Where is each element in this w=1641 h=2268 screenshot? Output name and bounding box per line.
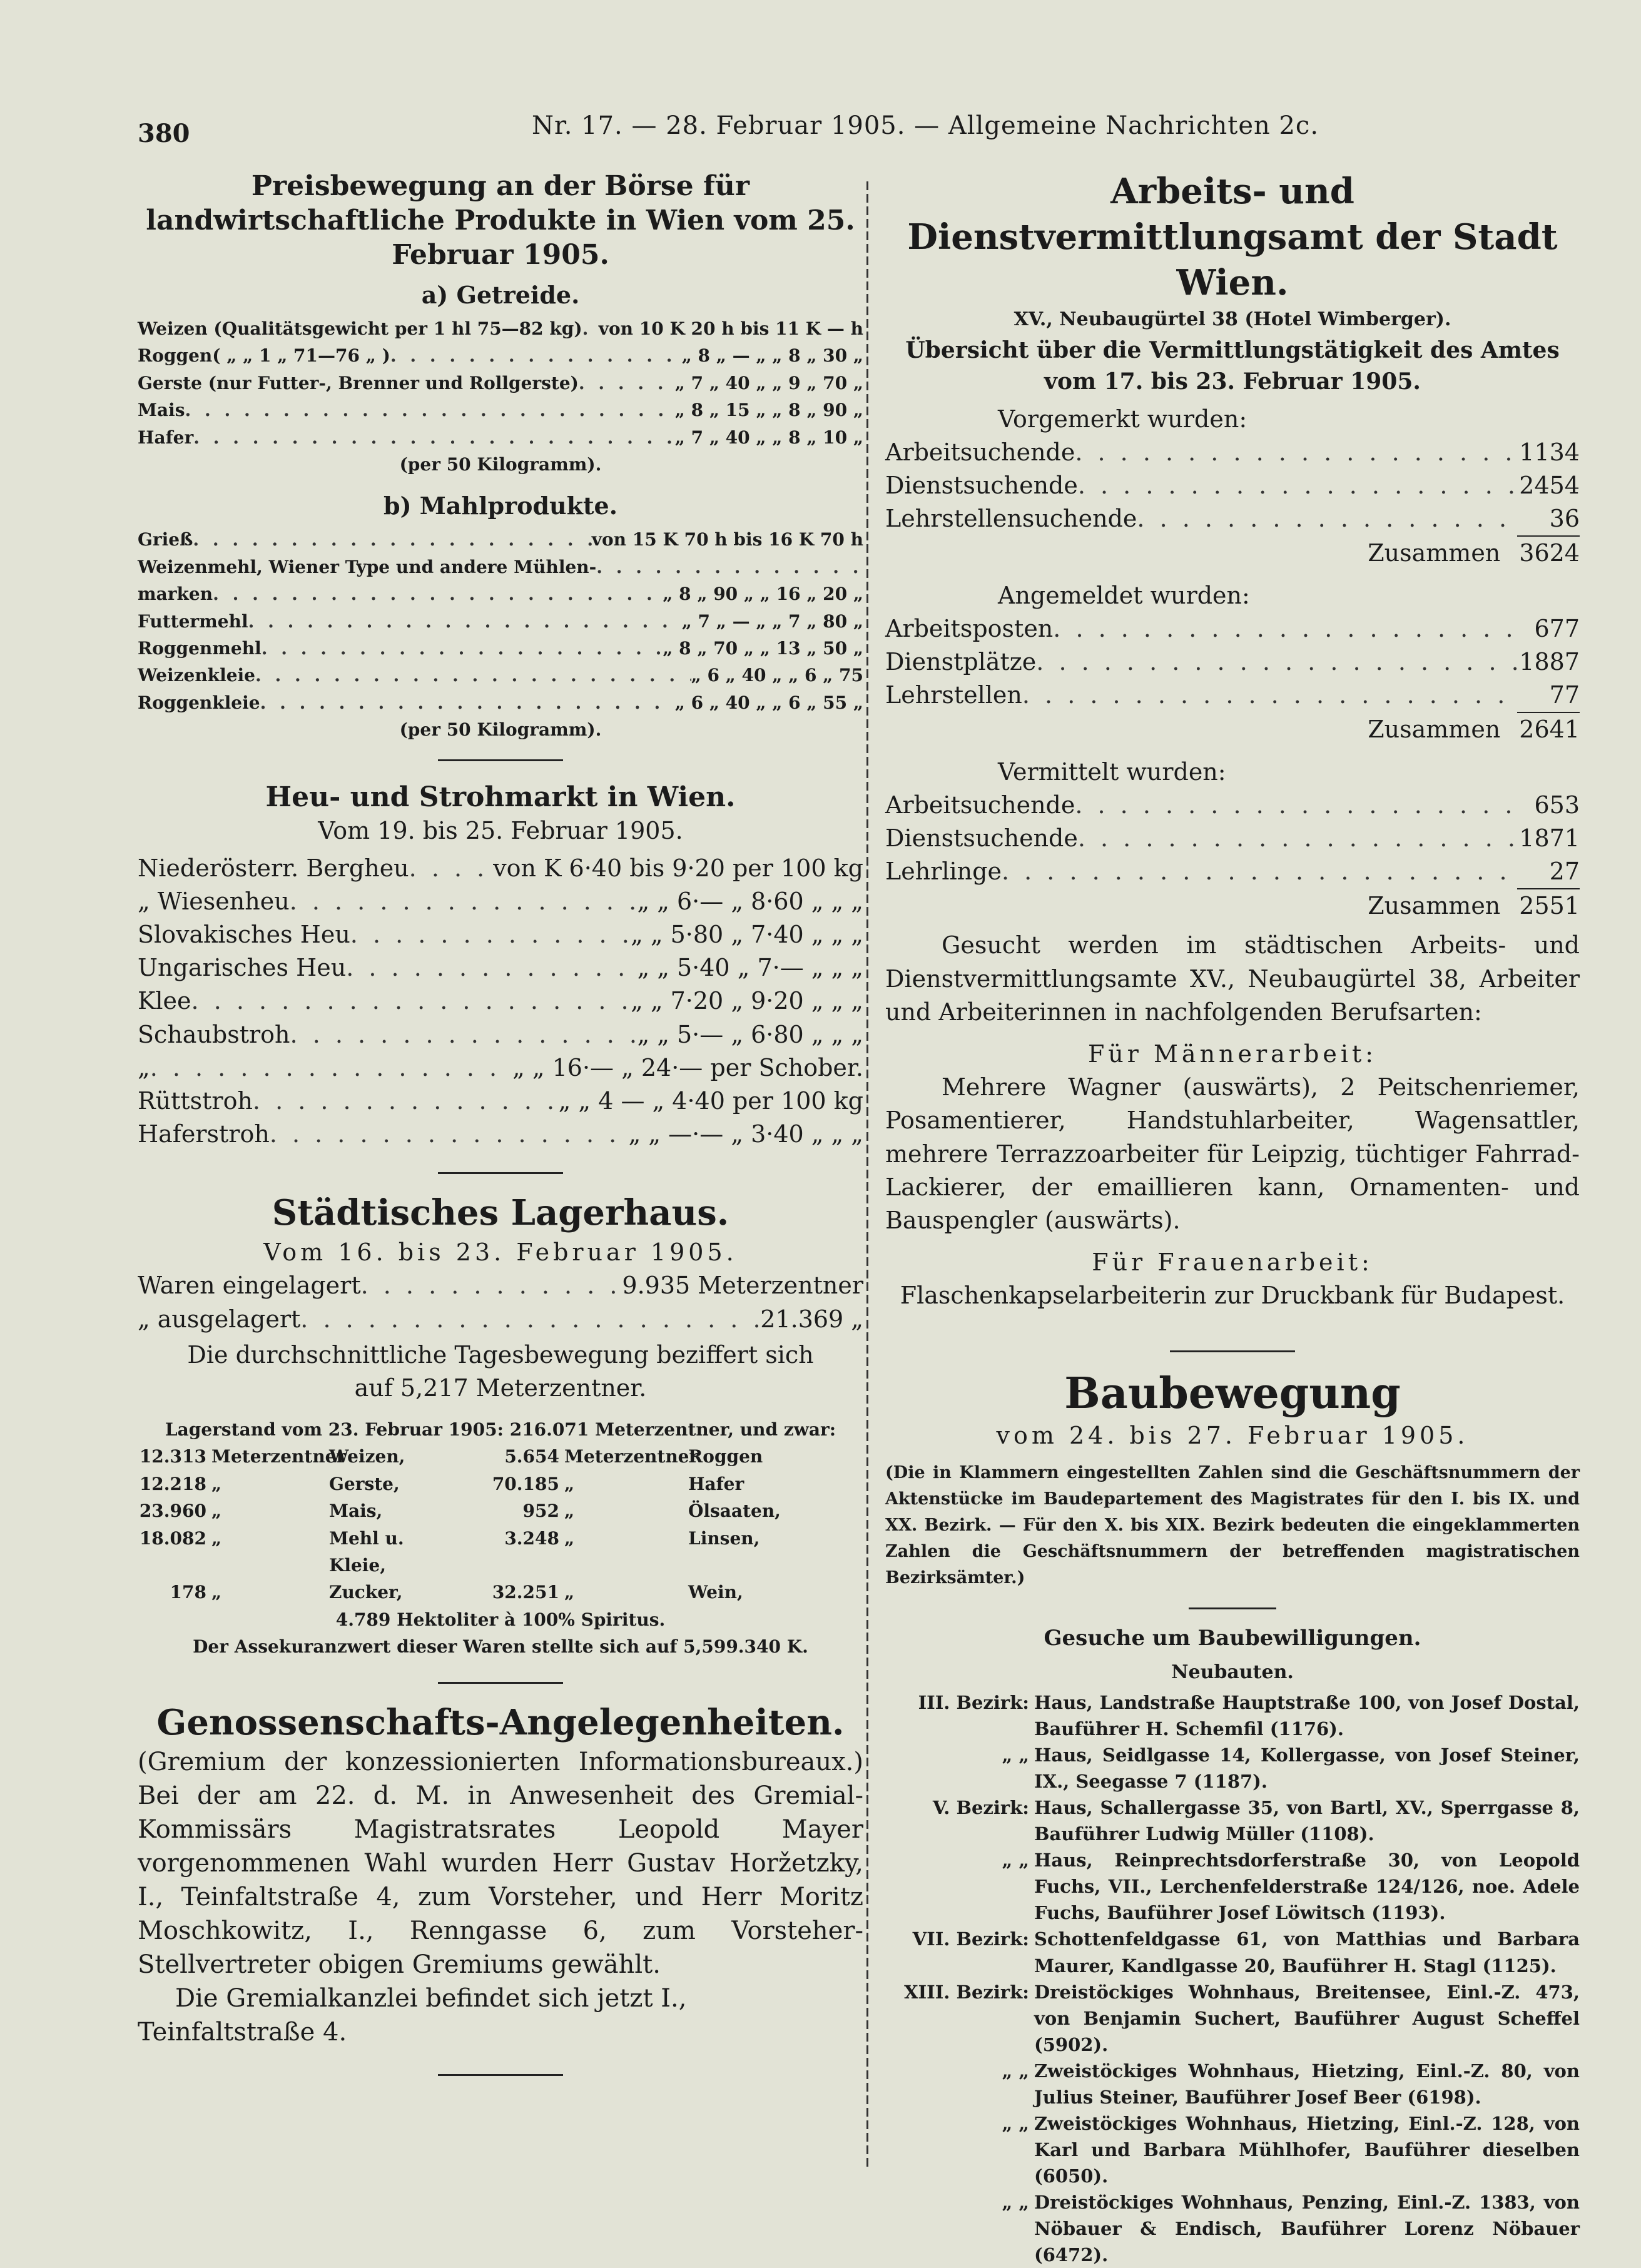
lagerhaus-section (138, 1190, 863, 1660)
leader-dots (1075, 789, 1517, 822)
amt-address: XV., Neubaugürtel 38 (Hotel Wimberger). (1014, 308, 1451, 331)
table-cell: 5.654 (504, 1446, 559, 1467)
entry-district: VII. Bezirk: (912, 1928, 1029, 1950)
entry-text: Dreistöckiges Wohnhaus, Penzing, Einl.-Z. 1383, von Nöbauer & Endisch, Bauführer Lorenz Nöbauer (6472). (1034, 2191, 1580, 2266)
group-heading: Angemeldet wurden: (998, 581, 1250, 609)
frauen-text: Flaschenkapselarbeiterin zur Druckbank für Budapest. (900, 1282, 1565, 1310)
table-cell: 70.185 (492, 1473, 559, 1494)
spiritus-line: 4.789 Hektoliter à 100% Spiritus. (335, 1609, 666, 1630)
table-row (885, 612, 1580, 645)
total-value: 2551 (1519, 892, 1580, 920)
table-cell: Linsen, (688, 1527, 760, 1549)
divider (438, 759, 563, 761)
getreide-note: (per 50 Kilogramm). (399, 453, 602, 475)
row-value: „ „ 5·80 „ 7·40 „ „ „ (631, 921, 863, 949)
row-label: „ ausgelagert (138, 1305, 301, 1333)
divider (1170, 1350, 1295, 1352)
table-row (138, 526, 863, 553)
table-row (138, 580, 863, 607)
row-value: „ „ 7·20 „ 9·20 „ „ „ (631, 987, 863, 1015)
leader-dots (260, 689, 675, 716)
row-label: Schaubstroh (138, 1020, 290, 1048)
bau-note: (Die in Klammern eingestellten Zahlen sind die Geschäftsnummern der Aktenstücke im Baudepartement des Magistrates für den I. bis IX. und XX. Bezirk. — Für den X. bis XIX. Bezirk bedeuten die eingeklammerten Zahlen die Geschäftsnummern der betreffenden magistratischen Bezirksämter.) (885, 1463, 1580, 1587)
total-row (885, 889, 1580, 923)
leader-dots (270, 1118, 629, 1151)
row-value: „ 6 „ 40 „ „ 6 „ 75 (691, 665, 863, 686)
total-label: Zusammen (1368, 892, 1501, 920)
table-row (138, 554, 863, 580)
bau-period: vom 24. bis 27. Februar 1905. (996, 1422, 1469, 1450)
row-label: Futtermehl (138, 610, 248, 632)
table-row (885, 502, 1580, 537)
newspaper-page (81, 88, 1583, 2266)
bau-entries (885, 1689, 1580, 2268)
divider (438, 1172, 563, 1174)
table-row (138, 689, 863, 716)
leader-dots (191, 985, 631, 1018)
total-row (885, 713, 1580, 746)
table-row (138, 1525, 863, 1579)
table-cell: Zucker, (329, 1582, 403, 1603)
leader-dots (248, 608, 682, 635)
row-value: „ „ —·— „ 3·40 „ „ „ (628, 1120, 863, 1148)
total-row (885, 537, 1580, 570)
total-value: 2641 (1519, 716, 1580, 744)
leader-dots (1137, 502, 1517, 535)
row-value: 1871 (1519, 824, 1580, 852)
getreide-table (138, 315, 863, 451)
row-label: Roggen( „ „ 1 „ 71—76 „ ) (138, 345, 390, 367)
leader-dots (361, 1269, 622, 1302)
column-divider (866, 181, 868, 2170)
amt-gesucht: Gesucht werden im städtischen Arbeits- und Dienstvermittlungsamte XV., Neubaugürtel 38, Arbeiter und Arbeiterinnen in nachfolgenden Berufsarten: (885, 931, 1580, 1026)
entry-district: III. Bezirk: (918, 1692, 1029, 1714)
assekuranz-line: Der Assekuranzwert dieser Waren stellte sich auf 5,599.340 K. (193, 1636, 808, 1658)
table-row (138, 1579, 863, 1606)
table-cell: 18.082 (139, 1527, 206, 1549)
row-value: „ 7 „ 40 „ „ 8 „ 10 „ (674, 427, 863, 448)
table-row (138, 1443, 863, 1470)
table-row (138, 1051, 863, 1085)
table-cell: Roggen (688, 1446, 763, 1467)
heu-title: Heu- und Strohmarkt in Wien. (265, 781, 736, 814)
table-row (885, 645, 1580, 679)
row-label: Weizenkleie (138, 665, 255, 686)
row-value: „ 8 „ 15 „ „ 8 „ 90 „ (674, 400, 863, 421)
divider (438, 2074, 563, 2076)
entry-text: Haus, Reinprechtsdorferstraße 30, von Leopold Fuchs, VII., Lerchenfelderstraße 124/126, noe. Adele Fuchs, Bauführer Josef Löwitsch (1193). (1034, 1850, 1580, 1924)
table-row (138, 608, 863, 635)
entry-district: V. Bezirk: (932, 1797, 1029, 1819)
table-row (138, 1085, 863, 1118)
heu-section (138, 780, 863, 1151)
row-value: von 15 K 70 h bis 16 K 70 h (591, 529, 863, 550)
divider (438, 1682, 563, 1684)
table-row (138, 885, 863, 918)
entry-district: „ „ (1002, 2191, 1029, 2213)
leader-dots (390, 342, 682, 369)
leader-dots (193, 424, 675, 451)
leader-dots (300, 1303, 760, 1336)
entry-district: XIII. Bezirk: (904, 1981, 1029, 2003)
neubauten-heading: Neubauten. (1171, 1661, 1294, 1683)
genossenschaft-section (138, 1700, 863, 2050)
row-label: Hafer (138, 427, 194, 448)
lagerhaus-title: Städtisches Lagerhaus. (272, 1192, 729, 1234)
leader-dots (290, 885, 638, 918)
entry-text: Zweistöckiges Wohnhaus, Hietzing, Einl.-Z. 80, von Julius Steiner, Bauführer Josef Beer (6198). (1034, 2060, 1580, 2108)
row-label: Haferstroh (138, 1120, 270, 1148)
table-cell: „ (564, 1501, 575, 1522)
amt-section (885, 169, 1580, 1313)
leader-dots (1053, 612, 1517, 645)
table-row (138, 397, 863, 423)
leader-dots (346, 951, 637, 985)
row-label: Weizen (Qualitätsgewicht per 1 hl 75—82 kg) (138, 318, 582, 339)
table-cell: Meterzentner (211, 1446, 346, 1467)
row-value: von 10 K 20 h bis 11 K — h (598, 318, 863, 339)
entry-text: Zweistöckiges Wohnhaus, Hietzing, Einl.-Z. 128, von Karl und Barbara Mühlhofer, Bauführer dieselben (6050). (1034, 2112, 1580, 2187)
row-label: Arbeitsuchende (885, 791, 1075, 819)
entry-text: Schottenfeldgasse 61, von Matthias und Barbara Maurer, Kandlgasse 20, Bauführer H. Stagl (1125). (1034, 1928, 1580, 1977)
table-row (138, 662, 863, 689)
table-cell: 178 (170, 1582, 206, 1603)
leader-dots (150, 1051, 512, 1085)
row-value: 677 (1534, 614, 1580, 642)
group-heading: Vermittelt wurden: (998, 757, 1226, 786)
row-value: 36 (1517, 502, 1580, 537)
leader-dots (193, 526, 591, 553)
table-row (138, 635, 863, 662)
table-row (138, 342, 863, 369)
row-label: Gerste (nur Futter-, Brenner und Rollgerste) (138, 372, 579, 393)
leader-dots (596, 554, 863, 580)
table-cell: Mehl u. Kleie, (329, 1527, 404, 1576)
mahl-note: (per 50 Kilogramm). (399, 719, 602, 741)
leader-dots (262, 635, 663, 662)
row-value: 21.369 „ (760, 1305, 863, 1333)
leader-dots (253, 1085, 559, 1118)
entry-district: „ „ (1002, 2060, 1029, 2082)
genossenschaft-kanzlei: Die Gremialkanzlei befindet sich jetzt I., Teinfaltstraße 4. (138, 1984, 687, 2047)
table-row (885, 679, 1580, 713)
table-cell: „ (211, 1582, 222, 1603)
table-cell: Hafer (688, 1473, 744, 1494)
table-cell: 12.218 (139, 1473, 206, 1494)
leader-dots (290, 1018, 638, 1051)
lagerhaus-table (138, 1269, 863, 1335)
table-cell: 32.251 (492, 1582, 559, 1603)
row-label: Lehrstellen (885, 681, 1022, 709)
table-cell: „ (211, 1527, 222, 1549)
table-cell: 23.960 (139, 1501, 206, 1522)
row-value: 653 (1534, 791, 1580, 819)
leader-dots (185, 397, 675, 423)
row-value: „ „ 5·— „ 6·80 „ „ „ (637, 1020, 863, 1048)
table-cell: „ (211, 1501, 222, 1522)
table-row (138, 315, 863, 342)
group-heading: Vorgemerkt wurden: (998, 405, 1247, 433)
leader-dots (579, 370, 675, 397)
entry-district: „ „ (1002, 2112, 1029, 2134)
table-row (138, 918, 863, 951)
table-row (138, 951, 863, 985)
row-value: „ 7 „ — „ „ 7 „ 80 „ (681, 610, 863, 632)
table-cell: „ (564, 1473, 575, 1494)
getreide-heading: a) Getreide. (421, 281, 580, 309)
row-label: Weizenmehl, Wiener Type und andere Mühlen- (138, 556, 597, 577)
row-label: Roggenkleie (138, 692, 260, 713)
leader-dots (1078, 469, 1517, 502)
row-value: 77 (1517, 679, 1580, 713)
row-value: 27 (1517, 855, 1580, 889)
row-value: „ „ 5·40 „ 7·— „ „ „ (637, 954, 863, 982)
leader-dots (582, 315, 599, 342)
boerse-section (138, 169, 863, 743)
row-label: Ungarisches Heu (138, 954, 347, 982)
genossenschaft-title: Genossenschafts-Angelegenheiten. (156, 1701, 845, 1743)
row-label: „ Wiesenheu (138, 887, 290, 915)
row-value: „ „ 6·— „ 8·60 „ „ „ (637, 887, 863, 915)
row-label: Arbeitsposten (885, 614, 1054, 642)
table-row (885, 469, 1580, 502)
genossenschaft-text: (Gremium der konzessionierten Informationsbureaux.) Bei der am 22. d. M. in Anwesenheit des Gremial-Kommissärs Magistratsrates Leopold Mayer vorgenommenen Wahl wurden Herr Gustav Horžetzky, I., Teinfaltstraße 4, zum Vorsteher, und Herr Moritz Moschkowitz, I., Renngasse 6, zum Vorsteher-Stellvertreter obigen Gremiums gewählt. (138, 1748, 863, 1980)
row-value: von K 6·40 bis 9·20 per 100 kg (493, 854, 863, 882)
leader-dots (255, 662, 691, 689)
row-value: 1134 (1519, 438, 1580, 466)
entry-text: Haus, Landstraße Hauptstraße 100, von Josef Dostal, Bauführer H. Schemfil (1176). (1034, 1692, 1580, 1740)
table-row (138, 1497, 863, 1524)
table-cell: „ (211, 1473, 222, 1494)
page-header (81, 100, 1583, 148)
frauen-heading: Für Frauenarbeit: (1092, 1248, 1373, 1277)
table-row (138, 1118, 863, 1151)
heu-table (138, 852, 863, 1152)
leader-dots (1036, 645, 1517, 679)
maenner-heading: Für Männerarbeit: (1087, 1040, 1378, 1068)
mahl-table (138, 526, 863, 716)
table-cell: Wein, (688, 1582, 743, 1603)
table-cell: 952 (522, 1501, 559, 1522)
row-label: Dienstsuchende (885, 824, 1078, 852)
table-cell: Meterzentner (564, 1446, 699, 1467)
table-row (885, 789, 1580, 822)
row-value: „ 6 „ 40 „ „ 6 „ 55 „ (674, 692, 863, 713)
row-value: „ 7 „ 40 „ „ 9 „ 70 „ (674, 372, 863, 393)
table-cell: 3.248 (504, 1527, 559, 1549)
row-label: „ (138, 1053, 150, 1081)
table-row (885, 855, 1580, 889)
table-cell: Gerste, (329, 1473, 400, 1494)
table-row (138, 1018, 863, 1051)
row-value: „ „ 16·— „ 24·— per Schober. (512, 1053, 863, 1081)
leader-dots (1022, 679, 1517, 712)
gesuche-heading: Gesuche um Baubewilligungen. (1044, 1625, 1421, 1651)
table-row (138, 1471, 863, 1497)
entry-text: Dreistöckiges Wohnhaus, Breitensee, Einl.-Z. 473, von Benjamin Suchert, Bauführer August Scheffel (5902). (1034, 1981, 1580, 2055)
amt-groups (885, 403, 1580, 923)
lagerhaus-period: Vom 16. bis 23. Februar 1905. (263, 1238, 738, 1267)
row-label: Dienstsuchende (885, 472, 1078, 500)
table-row (138, 852, 863, 885)
leader-dots (1002, 855, 1517, 888)
row-label: Rüttstroh (138, 1086, 253, 1115)
table-cell: 12.313 (139, 1446, 206, 1467)
total-label: Zusammen (1368, 539, 1501, 567)
row-label: Lehrlinge (885, 858, 1002, 886)
row-label: Mais (138, 400, 185, 421)
row-label: Klee (138, 987, 191, 1015)
table-cell: Ölsaaten, (688, 1501, 781, 1522)
row-label: Waren eingelagert (138, 1272, 361, 1300)
boerse-title: Preisbewegung an der Börse für landwirtschaftliche Produkte in Wien vom 25. Februar 1905. (146, 170, 855, 271)
table-row (138, 985, 863, 1018)
row-value: „ „ 4 — „ 4·40 per 100 kg (558, 1086, 863, 1115)
table-cell: Mais, (329, 1501, 383, 1522)
page-number: 380 (138, 119, 190, 148)
row-label: Arbeitsuchende (885, 438, 1075, 466)
entry-district: „ „ (1002, 1744, 1029, 1766)
row-label: marken (138, 584, 213, 605)
table-cell: „ (564, 1582, 575, 1603)
mahl-heading: b) Mahlprodukte. (384, 492, 617, 520)
row-value: 1887 (1519, 647, 1580, 676)
entry-district: „ „ (1002, 1850, 1029, 1871)
row-value: „ 8 „ — „ „ 8 „ 30 „ (681, 345, 863, 367)
amt-title: Arbeits- und Dienstvermittlungsamt der Stadt Wien. (907, 171, 1558, 303)
entry-text: Haus, Schallergasse 35, von Bartl, XV., Sperrgasse 8, Bauführer Ludwig Müller (1108). (1034, 1797, 1580, 1845)
row-label: Grieß (138, 529, 193, 550)
entry-text: Haus, Seidlgasse 14, Kollergasse, von Josef Steiner, IX., Seegasse 7 (1187). (1034, 1744, 1580, 1793)
running-title: Nr. 17. — 28. Februar 1905. — Allgemeine Nachrichten 2c. (532, 111, 1319, 140)
row-label: Roggenmehl (138, 637, 262, 659)
table-row (138, 370, 863, 397)
bau-title: Baubewegung (1064, 1368, 1401, 1419)
right-column (885, 169, 1580, 2268)
leader-dots (1078, 822, 1517, 855)
row-label: Slovakisches Heu (138, 921, 350, 949)
lagerstand-text: Lagerstand vom 23. Februar 1905: 216.071 Meterzentner, und zwar: (165, 1419, 836, 1440)
maenner-text: Mehrere Wagner (auswärts), 2 Peitschenriemer, Posamentierer, Handstuhlarbeiter, Wagensattler, mehrere Terrazzoarbeiter für Leipzig, tüchtiger Fahrrad-Lackierer, der emaillieren kann, Ornamenten- und Bauspengler (auswärts). (885, 1073, 1580, 1234)
table-row (885, 436, 1580, 469)
table-row (138, 424, 863, 451)
row-value: 9.935 Meterzentner (622, 1272, 863, 1300)
row-value: „ 8 „ 90 „ „ 16 „ 20 „ (663, 584, 863, 605)
leader-dots (350, 918, 631, 951)
table-row (885, 822, 1580, 855)
table-row (138, 1303, 863, 1336)
total-value: 3624 (1519, 539, 1580, 567)
heu-period: Vom 19. bis 25. Februar 1905. (318, 817, 683, 845)
row-label: Niederösterr. Bergheu (138, 854, 409, 882)
leader-dots (213, 580, 663, 607)
row-value: „ 8 „ 70 „ „ 13 „ 50 „ (663, 637, 863, 659)
left-column (138, 169, 863, 2092)
table-cell: „ (564, 1527, 575, 1549)
row-label: Lehrstellensuchende (885, 505, 1137, 533)
amt-overview: Übersicht über die Vermittlungstätigkeit des Amtes vom 17. bis 23. Februar 1905. (905, 337, 1560, 395)
leader-dots (409, 852, 494, 885)
table-cell: Weizen, (329, 1446, 405, 1467)
divider (1189, 1607, 1276, 1609)
row-label: Dienstplätze (885, 647, 1037, 676)
total-label: Zusammen (1368, 716, 1501, 744)
table-row (138, 1269, 863, 1302)
bau-section (885, 1369, 1580, 2268)
row-value: 2454 (1519, 472, 1580, 500)
lagerstand-table (138, 1443, 863, 1606)
lagerhaus-average: Die durchschnittliche Tagesbewegung beziffert sich auf 5,217 Meterzentner. (187, 1340, 814, 1402)
leader-dots (1075, 436, 1517, 469)
